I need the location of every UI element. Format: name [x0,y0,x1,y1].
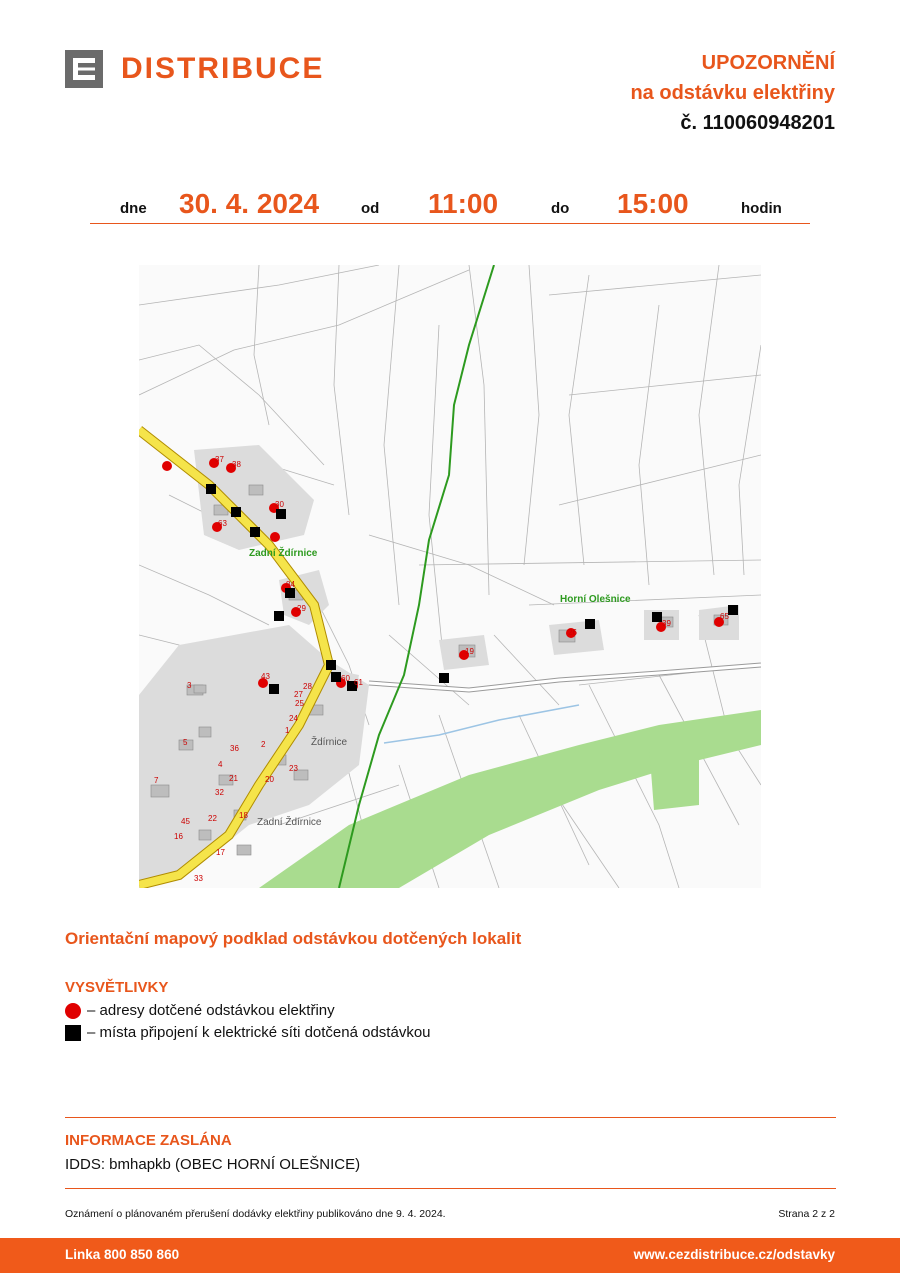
address-number: 26 [568,628,577,637]
from-time: 11:00 [428,188,499,219]
place-label-zadni-zdirnice: Zadní Ždírnice [249,548,318,559]
address-number: 65 [720,612,729,621]
address-number: 1 [285,726,290,735]
address-number: 2 [261,740,266,749]
black-square-icon [65,1025,81,1041]
place-label-zadni-zdirnice-2: Zadní Ždírnice [257,817,322,828]
divider [65,1117,836,1118]
to-label: do [551,200,570,217]
address-number: 33 [194,874,203,883]
address-number: 32 [215,788,224,797]
address-number: 28 [303,682,312,691]
notice-title: UPOZORNĚNÍ [701,52,835,74]
to-time: 15:00 [617,188,689,219]
red-dot-icon [65,1003,81,1019]
legend-connections-text: – místa připojení k elektrické síti dotčená odstávkou [87,1024,431,1041]
unit-label: hodin [741,200,782,217]
address-number: 5 [183,738,188,747]
address-number: 4 [218,760,223,769]
cez-logo [65,50,324,88]
day-label: dne [120,200,147,217]
place-label-zdirnice: Ždírnice [311,737,348,748]
address-number: 29 [297,604,306,613]
logo-wordmark: DISTRIBUCE [121,52,325,85]
address-number: 36 [230,744,239,753]
outage-date: 30. 4. 2024 [179,188,320,219]
website-link[interactable]: www.cezdistribuce.cz/odstavky [633,1247,835,1262]
address-number: 39 [662,619,671,628]
address-number: 30 [275,500,284,509]
cez-logo-icon [65,50,103,88]
legend-addresses-text: – adresy dotčené odstávkou elektřiny [87,1002,335,1019]
publication-note: Oznámení o plánovaném přerušení dodávky elektřiny publikováno dne 9. 4. 2024. [65,1208,446,1220]
address-number: 25 [295,699,304,708]
legend-addresses [65,1002,335,1019]
info-title: INFORMACE ZASLÁNA [65,1132,232,1149]
address-number: 21 [229,774,238,783]
address-number: 24 [289,714,298,723]
address-number: 7 [154,776,159,785]
legend-connections [65,1024,431,1041]
address-number: 20 [265,775,274,784]
footer-bar [0,1238,900,1273]
address-number: 37 [215,455,224,464]
address-number: 43 [261,672,270,681]
address-number: 16 [174,832,183,841]
address-number: 3 [187,681,192,690]
address-number: 19 [465,647,474,656]
divider [65,1188,836,1189]
info-recipient: IDDS: bmhapkb (OBEC HORNÍ OLEŠNICE) [65,1156,361,1173]
address-number: 84 [286,580,295,589]
address-number: 60 [341,674,350,683]
from-label: od [361,200,380,217]
legend-title: VYSVĚTLIVKY [65,979,169,996]
hotline[interactable]: Linka 800 850 860 [65,1247,180,1262]
outage-schedule [90,182,810,224]
address-number: 38 [232,460,241,469]
outage-map [139,265,761,888]
place-label-horni-olesnice: Horní Olešnice [560,594,631,605]
address-number: 17 [216,848,225,857]
address-number: 63 [218,519,227,528]
address-number: 61 [354,678,363,687]
page-number: Strana 2 z 2 [778,1208,835,1220]
address-number: 45 [181,817,190,826]
map-canvas [139,265,761,888]
address-number: 18 [239,811,248,820]
notice-heading [630,48,835,138]
address-number: 23 [289,764,298,773]
address-number: 27 [294,690,303,699]
notice-number: č. 110060948201 [680,112,835,134]
notice-subtitle: na odstávku elektřiny [630,82,835,104]
map-caption: Orientační mapový podklad odstávkou dotčených lokalit [65,929,522,948]
address-number: 22 [208,814,217,823]
